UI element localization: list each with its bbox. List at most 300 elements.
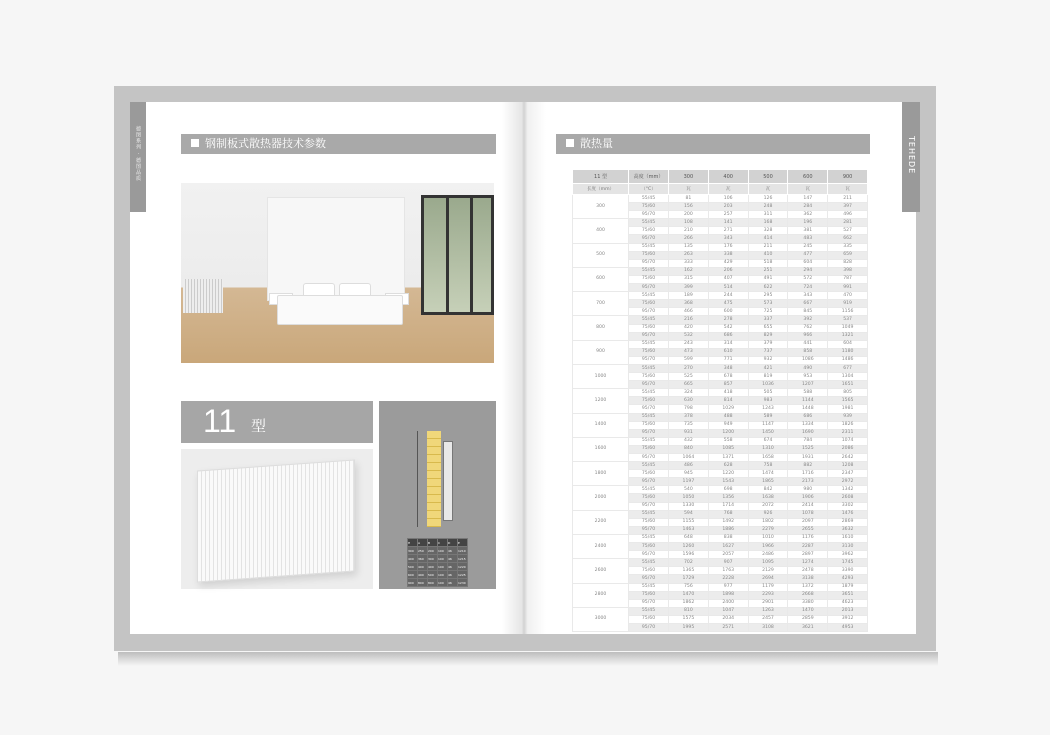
- table-row: [573, 583, 868, 591]
- heat-value-cell: 882: [788, 462, 828, 470]
- heat-value-cell: 771: [708, 356, 748, 364]
- heat-value-cell: 1690: [788, 429, 828, 437]
- title-square-icon: [566, 139, 574, 147]
- heat-value-cell: 81: [669, 195, 709, 203]
- dimension-table-cell: 46: [448, 579, 458, 587]
- heat-value-cell: 2859: [788, 615, 828, 623]
- table-row: [573, 559, 868, 567]
- heat-value-cell: 491: [748, 275, 788, 283]
- heat-value-cell: 343: [788, 292, 828, 300]
- length-cell: 800: [573, 316, 629, 340]
- dimension-table-cell: B: [428, 539, 438, 547]
- heat-value-cell: 2642: [828, 454, 868, 462]
- heat-value-cell: 2287: [788, 543, 828, 551]
- heat-value-cell: 1274: [788, 559, 828, 567]
- length-cell: 500: [573, 243, 629, 267]
- heat-value-cell: 857: [708, 381, 748, 389]
- subheader-unit-cell: 瓦: [669, 184, 709, 195]
- heat-value-cell: 1334: [788, 421, 828, 429]
- heat-value-cell: 2129: [748, 567, 788, 575]
- heat-value-cell: 2072: [748, 502, 788, 510]
- temperature-cell: 75/60: [629, 421, 669, 429]
- photo-bed: [277, 295, 403, 325]
- heat-value-cell: 441: [788, 340, 828, 348]
- heat-value-cell: 3380: [788, 599, 828, 607]
- heat-value-cell: 4623: [828, 599, 868, 607]
- table-row: [573, 267, 868, 275]
- heat-value-cell: 838: [708, 534, 748, 542]
- dimension-table-cell: A: [418, 539, 428, 547]
- heat-value-cell: 1476: [828, 510, 868, 518]
- heat-value-cell: 106: [708, 195, 748, 203]
- heat-value-cell: 1745: [828, 559, 868, 567]
- heat-value-cell: 737: [748, 348, 788, 356]
- heat-value-cell: 1372: [788, 583, 828, 591]
- temperature-cell: 95/70: [629, 356, 669, 364]
- dimension-table-cell: D: [448, 539, 458, 547]
- heat-value-cell: 1716: [788, 470, 828, 478]
- heat-value-cell: 1862: [669, 599, 709, 607]
- heat-value-cell: 1243: [748, 405, 788, 413]
- temperature-cell: 55/45: [629, 364, 669, 372]
- length-cell: 1600: [573, 437, 629, 461]
- heat-value-cell: 343: [708, 235, 748, 243]
- heat-value-cell: 953: [788, 373, 828, 381]
- heat-value-cell: 1310: [748, 445, 788, 453]
- heat-value-cell: 1865: [748, 478, 788, 486]
- heat-value-cell: 2097: [788, 518, 828, 526]
- temperature-cell: 95/70: [629, 211, 669, 219]
- heat-value-cell: 311: [748, 211, 788, 219]
- temperature-cell: 95/70: [629, 526, 669, 534]
- heat-value-cell: 1321: [828, 332, 868, 340]
- heat-value-cell: 295: [748, 292, 788, 300]
- heat-value-cell: 196: [788, 219, 828, 227]
- table-row: [573, 486, 868, 494]
- heat-value-cell: 477: [788, 251, 828, 259]
- right-section-title: [556, 134, 870, 154]
- heat-value-cell: 758: [748, 462, 788, 470]
- heat-value-cell: 245: [788, 243, 828, 251]
- heat-value-cell: 328: [748, 227, 788, 235]
- heat-value-cell: 667: [788, 300, 828, 308]
- dimension-table-cell: 100: [438, 547, 448, 555]
- temperature-cell: 55/45: [629, 267, 669, 275]
- heat-value-cell: 3138: [788, 575, 828, 583]
- dimension-table-cell: 400: [408, 555, 418, 563]
- heat-value-cell: 1036: [748, 381, 788, 389]
- heat-value-cell: 1931: [788, 454, 828, 462]
- heat-value-cell: 1492: [708, 518, 748, 526]
- dimension-table-cell: 46: [448, 571, 458, 579]
- length-cell: 2400: [573, 534, 629, 558]
- temperature-cell: 55/45: [629, 559, 669, 567]
- heat-value-cell: 991: [828, 284, 868, 292]
- heat-value-cell: 147: [788, 195, 828, 203]
- heat-value-cell: 630: [669, 397, 709, 405]
- heat-value-cell: 210: [669, 227, 709, 235]
- heat-value-cell: 1050: [669, 494, 709, 502]
- heat-value-cell: 2414: [788, 502, 828, 510]
- length-cell: 900: [573, 340, 629, 364]
- dimension-table-cell: 1230: [458, 580, 466, 585]
- length-cell: 1200: [573, 389, 629, 413]
- heat-value-cell: 2400: [708, 599, 748, 607]
- heat-value-cell: 674: [748, 437, 788, 445]
- temperature-cell: 75/60: [629, 470, 669, 478]
- heat-value-cell: 1074: [828, 437, 868, 445]
- dimension-table-cell: 1210: [458, 548, 466, 553]
- heat-value-cell: 805: [828, 389, 868, 397]
- heat-value-cell: 678: [708, 373, 748, 381]
- temperature-cell: 75/60: [629, 324, 669, 332]
- heat-value-cell: 1356: [708, 494, 748, 502]
- heat-value-cell: 1047: [708, 607, 748, 615]
- heat-value-cell: 270: [669, 364, 709, 372]
- heat-value-cell: 315: [669, 275, 709, 283]
- heat-value-cell: 378: [669, 413, 709, 421]
- radiator-panel: [197, 459, 355, 582]
- heat-value-cell: 2478: [788, 567, 828, 575]
- heat-value-cell: 294: [788, 267, 828, 275]
- heat-value-cell: 368: [669, 300, 709, 308]
- heat-value-cell: 281: [828, 219, 868, 227]
- dimension-table-cell: 200: [428, 547, 438, 555]
- heat-value-cell: 1086: [788, 356, 828, 364]
- heat-value-cell: 2972: [828, 478, 868, 486]
- heat-value-cell: 335: [828, 243, 868, 251]
- dimension-table-cell: E: [458, 539, 468, 547]
- heat-value-cell: 518: [748, 259, 788, 267]
- length-cell: 700: [573, 292, 629, 316]
- heat-value-cell: 1365: [669, 567, 709, 575]
- heat-value-cell: 1610: [828, 534, 868, 542]
- temperature-cell: 55/45: [629, 413, 669, 421]
- length-cell: 600: [573, 267, 629, 291]
- heat-value-cell: 488: [708, 413, 748, 421]
- heat-value-cell: 784: [788, 437, 828, 445]
- heat-value-cell: 949: [708, 421, 748, 429]
- bedroom-photo: [181, 183, 494, 363]
- heat-value-cell: 828: [828, 259, 868, 267]
- heat-value-cell: 686: [708, 332, 748, 340]
- table-row: [573, 607, 868, 615]
- dimension-table-cell: 900: [408, 579, 418, 587]
- heat-value-cell: 1470: [788, 607, 828, 615]
- dimension-table-cell: 500: [428, 571, 438, 579]
- heat-value-cell: 266: [669, 235, 709, 243]
- heat-value-cell: 3632: [828, 526, 868, 534]
- temperature-cell: 95/70: [629, 284, 669, 292]
- table-subheader-row: [573, 184, 868, 195]
- heat-value-cell: 966: [788, 332, 828, 340]
- heat-value-cell: 1144: [788, 397, 828, 405]
- table-row: [573, 437, 868, 445]
- heat-value-cell: 762: [788, 324, 828, 332]
- subheader-unit-cell: 瓦: [788, 184, 828, 195]
- dimension-table-row: [408, 571, 468, 579]
- heat-value-cell: 1658: [748, 454, 788, 462]
- table-row: [573, 243, 868, 251]
- title-square-icon: [191, 139, 199, 147]
- temperature-cell: 75/60: [629, 275, 669, 283]
- heat-value-cell: 1802: [748, 518, 788, 526]
- heat-value-cell: 4293: [828, 575, 868, 583]
- heat-value-cell: 589: [748, 413, 788, 421]
- dimension-table-cell: 500: [408, 563, 418, 571]
- heat-value-cell: 907: [708, 559, 748, 567]
- heat-value-cell: 398: [828, 267, 868, 275]
- heat-value-cell: 3621: [788, 623, 828, 631]
- heat-value-cell: 532: [669, 332, 709, 340]
- dimension-table-row: [408, 563, 468, 571]
- heat-value-cell: 1078: [788, 510, 828, 518]
- temperature-cell: 95/70: [629, 623, 669, 631]
- heat-value-cell: 216: [669, 316, 709, 324]
- heat-value-cell: 1147: [748, 421, 788, 429]
- heat-value-cell: 410: [748, 251, 788, 259]
- heat-value-cell: 429: [708, 259, 748, 267]
- dimension-table-row: [408, 539, 468, 547]
- temperature-cell: 75/60: [629, 494, 669, 502]
- heat-value-cell: 278: [708, 316, 748, 324]
- temperature-cell: 55/45: [629, 583, 669, 591]
- heat-value-cell: 2608: [828, 494, 868, 502]
- heat-value-cell: 432: [669, 437, 709, 445]
- temperature-cell: 55/45: [629, 292, 669, 300]
- dimension-table-cell: 800: [428, 579, 438, 587]
- heat-value-cell: 1995: [669, 623, 709, 631]
- temperature-cell: 95/70: [629, 454, 669, 462]
- heat-value-cell: 470: [828, 292, 868, 300]
- subheader-unit-cell: 瓦: [748, 184, 788, 195]
- temperature-cell: 95/70: [629, 308, 669, 316]
- heat-value-cell: 314: [708, 340, 748, 348]
- subheader-unit-cell: 瓦: [708, 184, 748, 195]
- heat-value-cell: 980: [788, 486, 828, 494]
- heat-value-cell: 1826: [828, 421, 868, 429]
- dimension-table-cell: 300: [428, 555, 438, 563]
- heat-value-cell: 203: [708, 203, 748, 211]
- heat-value-cell: 573: [748, 300, 788, 308]
- temperature-cell: 55/45: [629, 195, 669, 203]
- temperature-cell: 75/60: [629, 373, 669, 381]
- heat-value-cell: 819: [748, 373, 788, 381]
- heat-value-cell: 527: [828, 227, 868, 235]
- header-height-value: 600: [788, 170, 828, 184]
- right-side-tab: [902, 102, 920, 212]
- heat-value-cell: 1085: [708, 445, 748, 453]
- heat-value-cell: 600: [708, 308, 748, 316]
- temperature-cell: 95/70: [629, 429, 669, 437]
- heat-value-cell: 542: [708, 324, 748, 332]
- heat-value-cell: 1470: [669, 591, 709, 599]
- heat-value-cell: 514: [708, 284, 748, 292]
- temperature-cell: 75/60: [629, 251, 669, 259]
- heat-value-cell: 4953: [828, 623, 868, 631]
- heat-value-cell: 604: [788, 259, 828, 267]
- heat-value-cell: 698: [708, 486, 748, 494]
- table-row: [573, 219, 868, 227]
- left-title-text: 钢制板式散热器技术参数: [205, 137, 326, 150]
- temperature-cell: 75/60: [629, 227, 669, 235]
- photo-back-wall: [267, 197, 405, 301]
- heat-value-cell: 3108: [748, 623, 788, 631]
- dimension-table-cell: 600: [408, 571, 418, 579]
- heat-value-cell: 1886: [708, 526, 748, 534]
- dimension-table-row: [408, 555, 468, 563]
- length-cell: 2600: [573, 559, 629, 583]
- temperature-cell: 55/45: [629, 486, 669, 494]
- dimension-table-cell: 46: [448, 555, 458, 563]
- dimension-table-cell: 400: [418, 563, 428, 571]
- temperature-cell: 75/60: [629, 591, 669, 599]
- heat-value-cell: 1879: [828, 583, 868, 591]
- heat-value-cell: 3651: [828, 591, 868, 599]
- heat-value-cell: 604: [828, 340, 868, 348]
- heat-value-cell: 842: [748, 486, 788, 494]
- heat-value-cell: 2013: [828, 607, 868, 615]
- heat-value-cell: 407: [708, 275, 748, 283]
- heat-value-cell: 206: [708, 267, 748, 275]
- dimension-line: [417, 431, 418, 527]
- heat-value-cell: 466: [669, 308, 709, 316]
- temperature-cell: 55/45: [629, 510, 669, 518]
- heat-value-cell: 1651: [828, 381, 868, 389]
- heat-value-cell: 1095: [748, 559, 788, 567]
- dimension-table-cell: 800: [418, 579, 428, 587]
- heat-value-cell: 919: [828, 300, 868, 308]
- dimension-table-row: [408, 579, 468, 587]
- heat-value-cell: 1575: [669, 615, 709, 623]
- temperature-cell: 75/60: [629, 543, 669, 551]
- heat-value-cell: 1208: [828, 462, 868, 470]
- heat-value-cell: 271: [708, 227, 748, 235]
- heat-value-cell: 1729: [669, 575, 709, 583]
- heat-value-cell: 724: [788, 284, 828, 292]
- heat-value-cell: 768: [708, 510, 748, 518]
- heat-value-cell: 540: [669, 486, 709, 494]
- heat-value-cell: 659: [828, 251, 868, 259]
- heat-value-cell: 787: [828, 275, 868, 283]
- heat-value-cell: 414: [748, 235, 788, 243]
- brick-wall: [427, 431, 441, 527]
- heat-value-cell: 1260: [669, 543, 709, 551]
- heat-value-cell: 243: [669, 340, 709, 348]
- temperature-cell: 55/45: [629, 607, 669, 615]
- dimension-table-cell: 250: [418, 547, 428, 555]
- heat-value-cell: 3302: [828, 502, 868, 510]
- heat-value-cell: 662: [828, 235, 868, 243]
- heat-value-cell: 189: [669, 292, 709, 300]
- heat-value-cell: 756: [669, 583, 709, 591]
- brand-tab-text: TEHEDE: [907, 136, 916, 175]
- heat-value-cell: 257: [708, 211, 748, 219]
- type-label: [181, 401, 373, 443]
- heat-value-cell: 945: [669, 470, 709, 478]
- dimension-table-cell: 100: [438, 579, 448, 587]
- table-row: [573, 340, 868, 348]
- left-side-tab-text: 德图系列 · 德图品质: [135, 126, 141, 182]
- heat-value-cell: 2057: [708, 551, 748, 559]
- heat-value-cell: 2173: [788, 478, 828, 486]
- heat-value-cell: 1304: [828, 373, 868, 381]
- heat-value-cell: 648: [669, 534, 709, 542]
- temperature-cell: 75/60: [629, 397, 669, 405]
- header-type-cell: 11 型: [573, 170, 629, 184]
- heat-value-cell: 572: [788, 275, 828, 283]
- heat-value-cell: 2901: [748, 599, 788, 607]
- dimension-table-cell: 400: [428, 563, 438, 571]
- length-cell: 3000: [573, 607, 629, 631]
- type-number: 11: [203, 403, 237, 439]
- heat-value-cell: 926: [748, 510, 788, 518]
- table-row: [573, 510, 868, 518]
- dimension-table-cell: 360: [418, 555, 428, 563]
- heat-value-cell: 610: [708, 348, 748, 356]
- dimension-table-cell: 46: [448, 563, 458, 571]
- heat-value-cell: 486: [669, 462, 709, 470]
- dimension-table-cell: 300: [408, 547, 418, 555]
- temperature-cell: 75/60: [629, 615, 669, 623]
- heat-value-cell: 392: [788, 316, 828, 324]
- temperature-cell: 95/70: [629, 259, 669, 267]
- heat-value-cell: 251: [748, 267, 788, 275]
- heat-value-cell: 421: [748, 364, 788, 372]
- table-row: [573, 534, 868, 542]
- heat-value-cell: 490: [788, 364, 828, 372]
- dimension-table-cell: 100: [438, 563, 448, 571]
- heat-value-cell: 2655: [788, 526, 828, 534]
- heat-value-cell: 1898: [708, 591, 748, 599]
- table-row: [573, 462, 868, 470]
- heat-value-cell: 211: [828, 195, 868, 203]
- heat-value-cell: 333: [669, 259, 709, 267]
- heat-value-cell: 2694: [748, 575, 788, 583]
- heat-value-cell: 1263: [748, 607, 788, 615]
- heat-value-cell: 176: [708, 243, 748, 251]
- subheader-length-cell: 长度（mm）: [573, 184, 629, 195]
- heat-value-cell: 1371: [708, 454, 748, 462]
- heat-value-cell: 665: [669, 381, 709, 389]
- heat-value-cell: 156: [669, 203, 709, 211]
- heat-value-cell: 1064: [669, 454, 709, 462]
- heat-value-cell: 525: [669, 373, 709, 381]
- heat-value-cell: 1463: [669, 526, 709, 534]
- heat-value-cell: 1450: [748, 429, 788, 437]
- heat-value-cell: 558: [708, 437, 748, 445]
- heat-value-cell: 2034: [708, 615, 748, 623]
- heat-value-cell: 2897: [788, 551, 828, 559]
- length-cell: 2200: [573, 510, 629, 534]
- temperature-cell: 55/45: [629, 340, 669, 348]
- heat-output-table: [572, 170, 868, 632]
- heat-value-cell: 977: [708, 583, 748, 591]
- temperature-cell: 55/45: [629, 243, 669, 251]
- temperature-cell: 75/60: [629, 518, 669, 526]
- heat-value-cell: 725: [748, 308, 788, 316]
- temperature-cell: 75/60: [629, 445, 669, 453]
- length-cell: 1800: [573, 462, 629, 486]
- header-height-value: 500: [748, 170, 788, 184]
- heat-value-cell: 628: [708, 462, 748, 470]
- heat-value-cell: 475: [708, 300, 748, 308]
- heat-value-cell: 2486: [748, 551, 788, 559]
- temperature-cell: 95/70: [629, 332, 669, 340]
- heat-value-cell: 168: [748, 219, 788, 227]
- heat-value-cell: 284: [788, 203, 828, 211]
- heat-value-cell: 3130: [828, 543, 868, 551]
